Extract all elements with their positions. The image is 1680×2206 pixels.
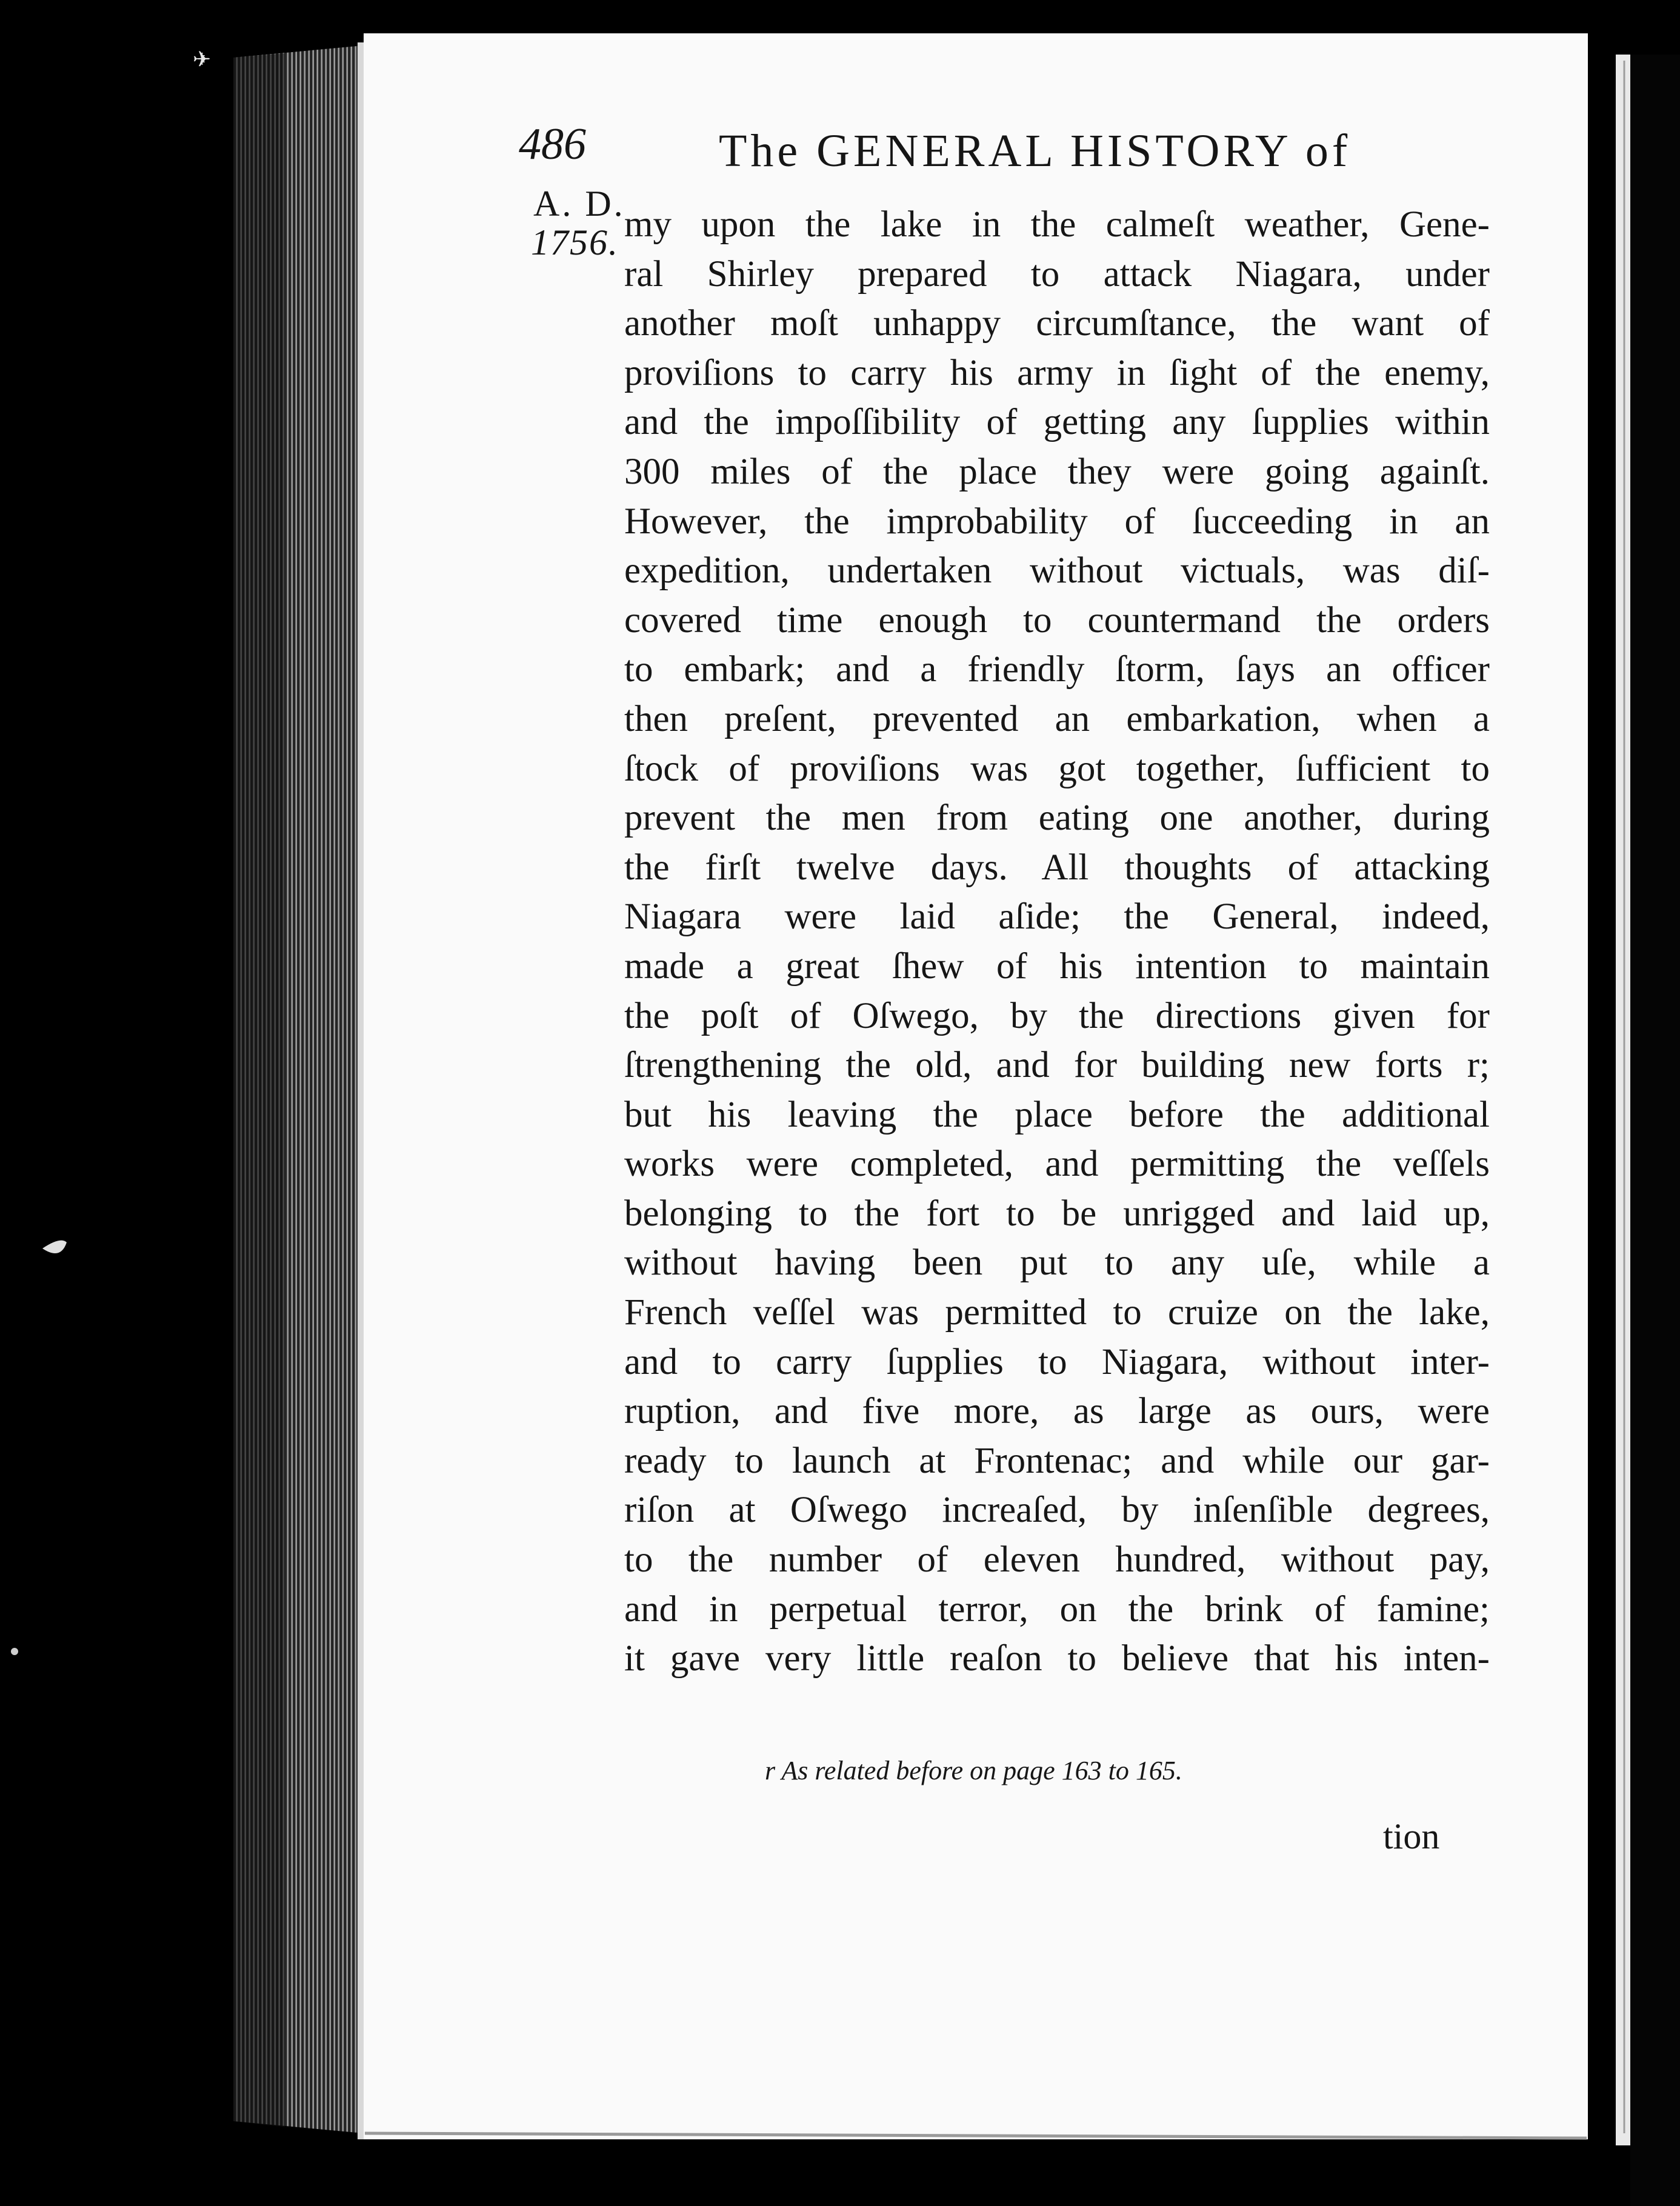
text-line: to the number of eleven hundred, without pay,: [624, 1539, 1490, 1581]
text-line: it gave very little reaſon to believe that his inten-: [624, 1638, 1490, 1679]
text-line: and to carry ſupplies to Niagara, without inter-: [624, 1341, 1490, 1382]
text-line: Niagara were laid aſide; the General, indeed,: [624, 896, 1490, 938]
footnote: r As related before on page 163 to 165.: [765, 1756, 1182, 1785]
running-head: The GENERAL HISTORY of: [719, 125, 1352, 176]
text-line: without having been put to any uſe, while a: [624, 1242, 1490, 1284]
catchword: tion: [1383, 1816, 1440, 1856]
text-line: covered time enough to countermand the orders: [624, 599, 1490, 641]
text-line: expedition, undertaken without victuals, was diſ-: [624, 550, 1490, 591]
text-line: ſtock of proviſions was got together, ſufficient to: [624, 748, 1490, 789]
text-line: and in perpetual terror, on the brink of famine;: [624, 1588, 1490, 1630]
margin-date-year: 1756.: [531, 222, 619, 262]
text-line: ready to launch at Frontenac; and while our gar-: [624, 1440, 1490, 1481]
text-line: 300 miles of the place they were going againſt.: [624, 451, 1490, 492]
text-line: French veſſel was permitted to cruize on the lake,: [624, 1292, 1490, 1333]
page-number: 486: [519, 119, 586, 169]
text-line: but his leaving the place before the additional: [624, 1094, 1490, 1135]
text-line: ſtrengthening the old, and for building new forts r;: [624, 1045, 1490, 1086]
text-line: and the impoſſibility of getting any ſupplies within: [624, 402, 1490, 443]
text-line: belonging to the fort to be unrigged and laid up,: [624, 1193, 1490, 1234]
text-line: proviſions to carry his army in ſight of the enemy,: [624, 352, 1490, 393]
text-line: However, the improbability of ſucceeding in an: [624, 501, 1490, 542]
text-line: prevent the men from eating one another, during: [624, 798, 1490, 839]
body-text: [624, 200, 1490, 1684]
text-line: ruption, and five more, as large as ours, were: [624, 1391, 1490, 1432]
scan-speck: ✈: [193, 47, 212, 72]
margin-date-era: A. D.: [533, 184, 625, 224]
text-line: another moſt unhappy circumſtance, the want of: [624, 303, 1490, 344]
right-page-edge: [1616, 55, 1630, 2145]
text-line: to embark; and a friendly ſtorm, ſays an officer: [624, 649, 1490, 690]
text-line: my upon the lake in the calmeſt weather, Gene-: [624, 204, 1490, 245]
text-line: works were completed, and permitting the veſſels: [624, 1144, 1490, 1185]
page-edge-shade: [233, 53, 285, 2127]
text-line: riſon at Oſwego increaſed, by inſenſible degrees,: [624, 1490, 1490, 1531]
text-line: the poſt of Oſwego, by the directions given for: [624, 995, 1490, 1036]
text-line: made a great ſhew of his intention to maintain: [624, 945, 1490, 987]
text-line: then preſent, prevented an embarkation, when a: [624, 698, 1490, 739]
text-line: ral Shirley prepared to attack Niagara, under: [624, 253, 1490, 295]
text-line: the firſt twelve days. All thoughts of attacking: [624, 847, 1490, 888]
